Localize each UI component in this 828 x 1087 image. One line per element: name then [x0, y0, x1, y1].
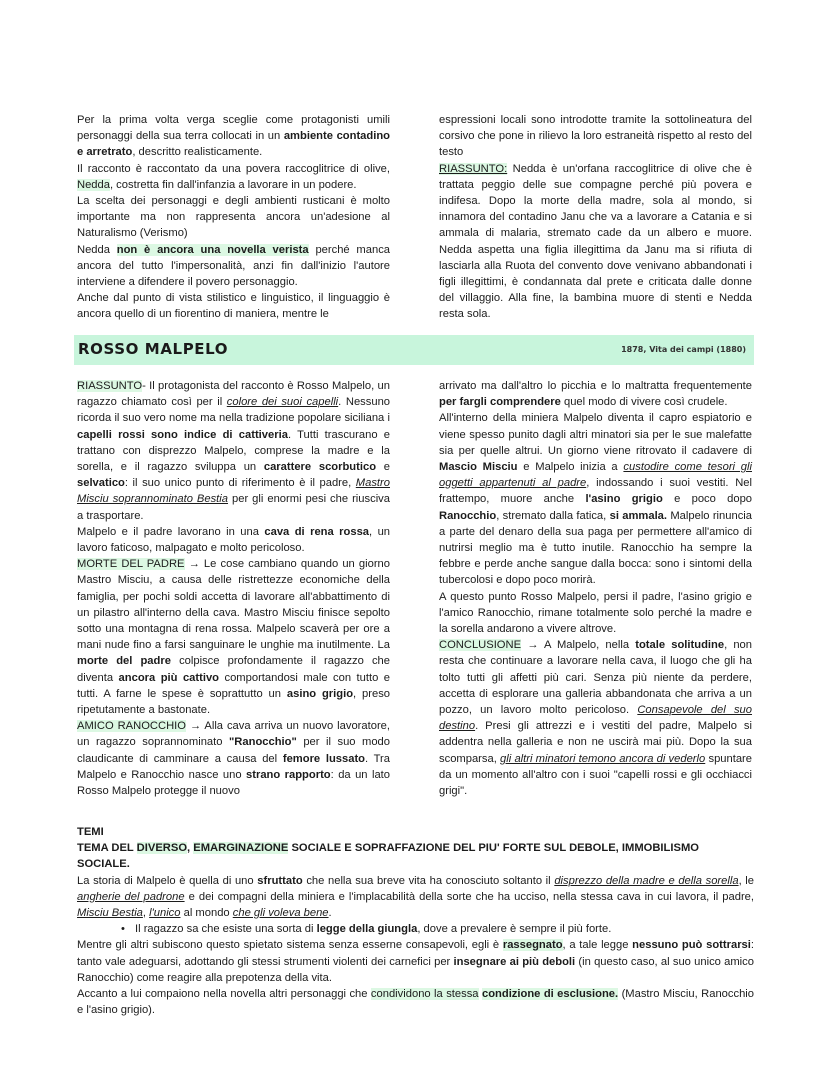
morte-label: MORTE DEL PADRE [77, 558, 185, 571]
miniera-paragraph: All'interno della miniera Malpelo diventa il capro espiatorio e viene spesso punito dagli altri minatori sia per le sue malefatte sia per quelle altrui. Un giorno viene ritrovato il cadavere di Mascio Misciu e Malpelo inizia a custodire come tesori gli oggetti appartenuti al padre, indossando i suoi vestiti. Nel frattempo, muore anche l'asino grigio e poco dopo Ranocchio, stremato dalla fatica, si ammala. Malpelo rinuncia a parte del denaro della sua paga per permettere all'amico di nutrirsi meglio ma è tutto inutile. Ranocchio ha sempre la febbre e perde anche sangue dalla bocca: sono i sintomi della tubercolosi e dopo poco morirà. [439, 412, 753, 587]
temi-paragraph-2: Mentre gli altri subiscono questo spietato sistema senza esserne consapevoli, egli è rassegnato, a tale legge nessuno può sottrarsi: tanto vale adeguarsi, adottando gli stessi strumenti violenti dei carnefici per insegnare ai più deboli (in questo caso, al suo unico amico Ranocchio) come reagire alla prepotenza della vita. [77, 939, 754, 984]
section-meta: 1878, Vita dei campi (1880) [621, 345, 746, 354]
intro-paragraph-4: Nedda non è ancora una novella verista perché manca ancora del tutto l'impersonalità, anzi fin dall'inizio l'autore interviene a difendere il povero personaggio. [77, 243, 391, 289]
morte-del-padre: MORTE DEL PADRE → Le cose cambiano quando un giorno Mastro Misciu, a causa delle ristrettezze economiche della famiglia, per pochi soldi accetta di lavorare all'abbattimento di un pilastro all'interno della cava. Mastro Misciu finisce sepolto sotto una montagna di rena rossa. Malpelo scaverà per ore a mani nude fino a farsi sanguinare le unghie ma inutilmente. La morte del padre colpisce profondamente il ragazzo che diventa ancora più cattivo comportandosi male con tutto e tutti. A farne le spese è soprattutto un asino grigio, preso ripetutamente a bastonate. [77, 558, 391, 717]
riassunto-label: RIASSUNTO: [439, 162, 508, 175]
malpelo-right-column [439, 378, 752, 799]
section-title: ROSSO MALPELO [78, 340, 229, 358]
intro-paragraph-1: Per la prima volta verga sceglie come protagonisti umili personaggi della sua terra collocati in un ambiente contadino e arretrato, descritto realisticamente. [77, 114, 391, 159]
malpelo-summary: RIASSUNTO- Il protagonista del racconto è Rosso Malpelo, un ragazzo chiamato così per il colore dei suoi capelli. Nessuno ricorda il suo vero nome ma nella tradizione popolare siciliana i capelli rossi sono indice di cattiveria. Tutti trascurano e trattano con disprezzo Malpelo, comprese la madre e la sorella, e il ragazzo sviluppa un carattere scorbutico e selvatico: il suo unico punto di riferimento è il padre, Mastro Misciu soprannominato Bestia per gli enormi pesi che riusciva a trasportare. [77, 380, 391, 522]
temi-bullet: • Il ragazzo sa che esiste una sorta di legge della giungla, dove a prevalere è sempre il più forte. [77, 921, 754, 937]
intro-right-paragraph-1: espressioni locali sono introdotte tramite la sottolineatura del corsivo che pone in rilievo la loro estraneità rispetto al resto del testo [439, 114, 752, 159]
conclusione: CONCLUSIONE → A Malpelo, nella totale solitudine, non resta che continuare a lavorare nella cava, il luogo che gli ha tolto tutti gli affetti più cari. Senza più niente da perdere, accetta di esplorare una galleria abbandonata che arriva a un pozzo, un lavoro molto pericoloso. Consapevole del suo destino. Presi gli attrezzi e i vestiti del padre, Malpelo si addentra nella galleria e non ne uscirà mai più. Dopo la sua scomparsa, gli altri minatori temono ancora di vederlo spuntare da un momento all'altro con i suoi "capelli rossi e gli occhiacci grigi". [439, 639, 753, 798]
amico-ranocchio: AMICO RANOCCHIO → Alla cava arriva un nuovo lavoratore, un ragazzo soprannominato "Ranocchio" per il suo modo claudicante di camminare a causa del femore lussato. Tra Malpelo e Ranocchio nasce uno strano rapporto: da un lato Rosso Malpelo protegge il nuovo [77, 720, 391, 798]
ranocchio-relationship: arrivato ma dall'altro lo picchia e lo maltratta frequentemente per fargli comprendere quel modo di vivere così crudele. [439, 380, 752, 409]
intro-paragraph-5: Anche dal punto di vista stilistico e linguistico, il linguaggio è ancora quello di un fiorentino di maniera, mentre le [77, 292, 390, 321]
malpelo-left-column [77, 378, 390, 799]
intro-left-column [77, 112, 390, 323]
intro-paragraph-2: Il racconto è raccontato da una povera raccoglitrice di olive, Nedda, costretta fin dall'infanzia a lavorare in un podere. [77, 162, 390, 191]
bullet-icon: • [121, 923, 125, 936]
intro-paragraph-3: La scelta dei personaggi e degli ambienti rusticani è molto importante ma non rappresenta ancora un'adesione al Naturalismo (Verismo) [77, 195, 390, 240]
section-banner [74, 335, 754, 365]
malpelo-work: Malpelo e il padre lavorano in una cava di rena rossa, un lavoro faticoso, malpagato e molto pericoloso. [77, 525, 391, 555]
temi-subheading: TEMA DEL DIVERSO, EMARGINAZIONE SOCIALE E SOPRAFFAZIONE DEL PIU' FORTE SUL DEBOLE, IMMOBILISMO SOCIALE. [77, 842, 699, 871]
conclusione-label: CONCLUSIONE [439, 639, 522, 652]
amico-label: AMICO RANOCCHIO [77, 720, 186, 733]
riassunto-label: RIASSUNTO [77, 380, 143, 392]
temi-heading: TEMI [77, 826, 104, 838]
intro-right-column [439, 112, 752, 323]
temi-paragraph-3: Accanto a lui compaiono nella novella altri personaggi che condividono la stessa condizione di esclusione. (Mastro Misciu, Ranocchio e l'asino grigio). [77, 988, 754, 1017]
nedda-summary: RIASSUNTO: Nedda è un'orfana raccoglitrice di olive che è trattata peggio delle sue compagne perché più povera e indifesa. Dopo la morte della madre, sola al mondo, si innamora del contadino Janu che va a lavorare a Catania e si ammala di malaria, stremato cade da un albero e muore. Nedda aspetta una figlia illegittima da Janu ma si rifiuta di lasciarla alla Ruota del convento dove venivano abbandonati i figli illegittimi, è condannata dal prete e criticata dalle donne del villaggio. Alla fine, la bambina muore di stenti e Nedda resta sola. [439, 162, 752, 321]
temi-section [77, 824, 754, 1018]
solitudine-paragraph: A questo punto Rosso Malpelo, persi il padre, l'asino grigio e l'amico Ranocchio, rimane totalmente solo perché la madre e la sorella andarono a vivere altrove. [439, 590, 752, 636]
temi-paragraph-1: La storia di Malpelo è quella di uno sfruttato che nella sua breve vita ha conosciuto soltanto il disprezzo della madre e della sorella, le angherie del padrone e dei compagni della miniera e l'implacabilità della sorte che ha ucciso, nella stessa cava in cui lavora, il padre, Misciu Bestia, l'unico al mondo che gli voleva bene. [77, 874, 755, 920]
